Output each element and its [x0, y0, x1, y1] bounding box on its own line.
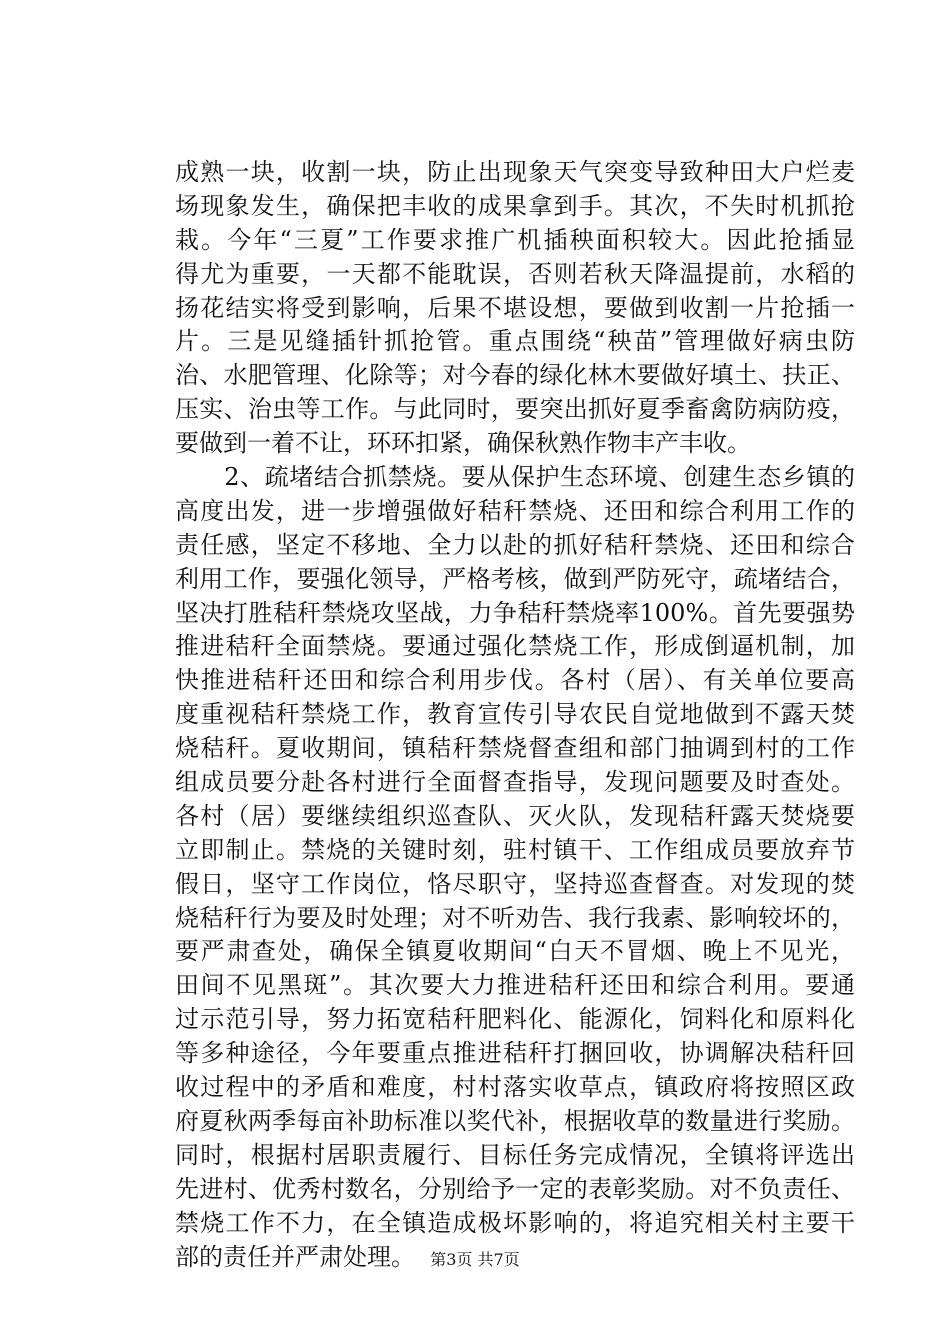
- text-line: 过示范引导，努力拓宽秸秆肥料化、能源化，饲料化和原料化: [175, 1005, 855, 1034]
- text-line: 组成员要分赴各村进行全面督查指导，发现问题要及时查处。: [175, 768, 855, 797]
- text-line: 场现象发生，确保把丰收的成果拿到手。其次，不失时机抓抢: [175, 191, 855, 220]
- text-line: 利用工作，要强化领导，严格考核，做到严防死守，疏堵结合，: [175, 564, 855, 593]
- body-text: [175, 156, 855, 1274]
- text-line: 禁烧工作不力，在全镇造成极坏影响的，将追究相关村主要干: [175, 1208, 855, 1237]
- text-line: 烧秸秆。夏收期间，镇秸秆禁烧督查组和部门抽调到村的工作: [175, 734, 855, 763]
- text-line: 片。三是见缝插针抓抢管。重点围绕“秧苗”管理做好病虫防: [175, 327, 855, 356]
- text-line: 先进村、优秀村数名，分别给予一定的表彰奖励。对不负责任、: [175, 1174, 855, 1203]
- text-line: 快推进秸秆还田和综合利用步伐。各村（居）、有关单位要高: [175, 666, 855, 695]
- text-line: 部的责任并严肃处理。: [175, 1242, 415, 1271]
- text-line: 各村（居）要继续组织巡查队、灭火队，发现秸秆露天焚烧要: [175, 801, 855, 830]
- text-line: 立即制止。禁烧的关键时刻，驻村镇干、工作组成员要放弃节: [175, 835, 855, 864]
- text-line: 同时，根据村居职责履行、目标任务完成情况，全镇将评选出: [175, 1140, 855, 1169]
- text-line: 度重视秸秆禁烧工作，教育宣传引导农民自觉地做到不露天焚: [175, 700, 855, 729]
- text-line: 等多种途径，今年要重点推进秸秆打捆回收，协调解决秸秆回: [175, 1039, 855, 1068]
- text-line: 要做到一着不让，环环扣紧，确保秋熟作物丰产丰收。: [175, 429, 751, 458]
- text-line: 2、疏堵结合抓禁烧。要从保护生态环境、创建生态乡镇的: [175, 463, 855, 492]
- text-line: 坚决打胜秸秆禁烧攻坚战，力争秸秆禁烧率100%。首先要强势: [175, 598, 855, 627]
- text-line: 烧秸秆行为要及时处理；对不听劝告、我行我素、影响较坏的，: [175, 903, 855, 932]
- text-line: 假日，坚守工作岗位，恪尽职守，坚持巡查督查。对发现的焚: [175, 869, 855, 898]
- text-line: 扬花结实将受到影响，后果不堪设想，要做到收割一片抢插一: [175, 293, 855, 322]
- text-line: 要严肃查处，确保全镇夏收期间“白天不冒烟、晚上不见光，: [175, 937, 855, 966]
- text-line: 责任感，坚定不移地、全力以赴的抓好秸秆禁烧、还田和综合: [175, 530, 855, 559]
- page-footer: 第3页 共7页: [430, 1250, 520, 1269]
- text-line: 得尤为重要，一天都不能耽误，否则若秋天降温提前，水稻的: [175, 259, 855, 288]
- text-line: 高度出发，进一步增强做好秸秆禁烧、还田和综合利用工作的: [175, 496, 855, 525]
- text-line: 成熟一块，收割一块，防止出现象天气突变导致种田大户烂麦: [175, 158, 855, 186]
- text-line: 收过程中的矛盾和难度，村村落实收草点，镇政府将按照区政: [175, 1073, 855, 1102]
- text-line: 推进秸秆全面禁烧。要通过强化禁烧工作，形成倒逼机制，加: [175, 632, 855, 661]
- text-line: 栽。今年“三夏”工作要求推广机插秧面积较大。因此抢插显: [175, 225, 855, 254]
- text-line: 治、水肥管理、化除等；对今春的绿化林木要做好填土、扶正、: [175, 361, 855, 390]
- text-line: 压实、治虫等工作。与此同时，要突出抓好夏季畜禽防病防疫，: [175, 395, 855, 424]
- text-line: 府夏秋两季每亩补助标准以奖代补，根据收草的数量进行奖励。: [175, 1106, 855, 1135]
- text-line: 田间不见黑斑”。其次要大力推进秸秆还田和综合利用。要通: [175, 971, 855, 1000]
